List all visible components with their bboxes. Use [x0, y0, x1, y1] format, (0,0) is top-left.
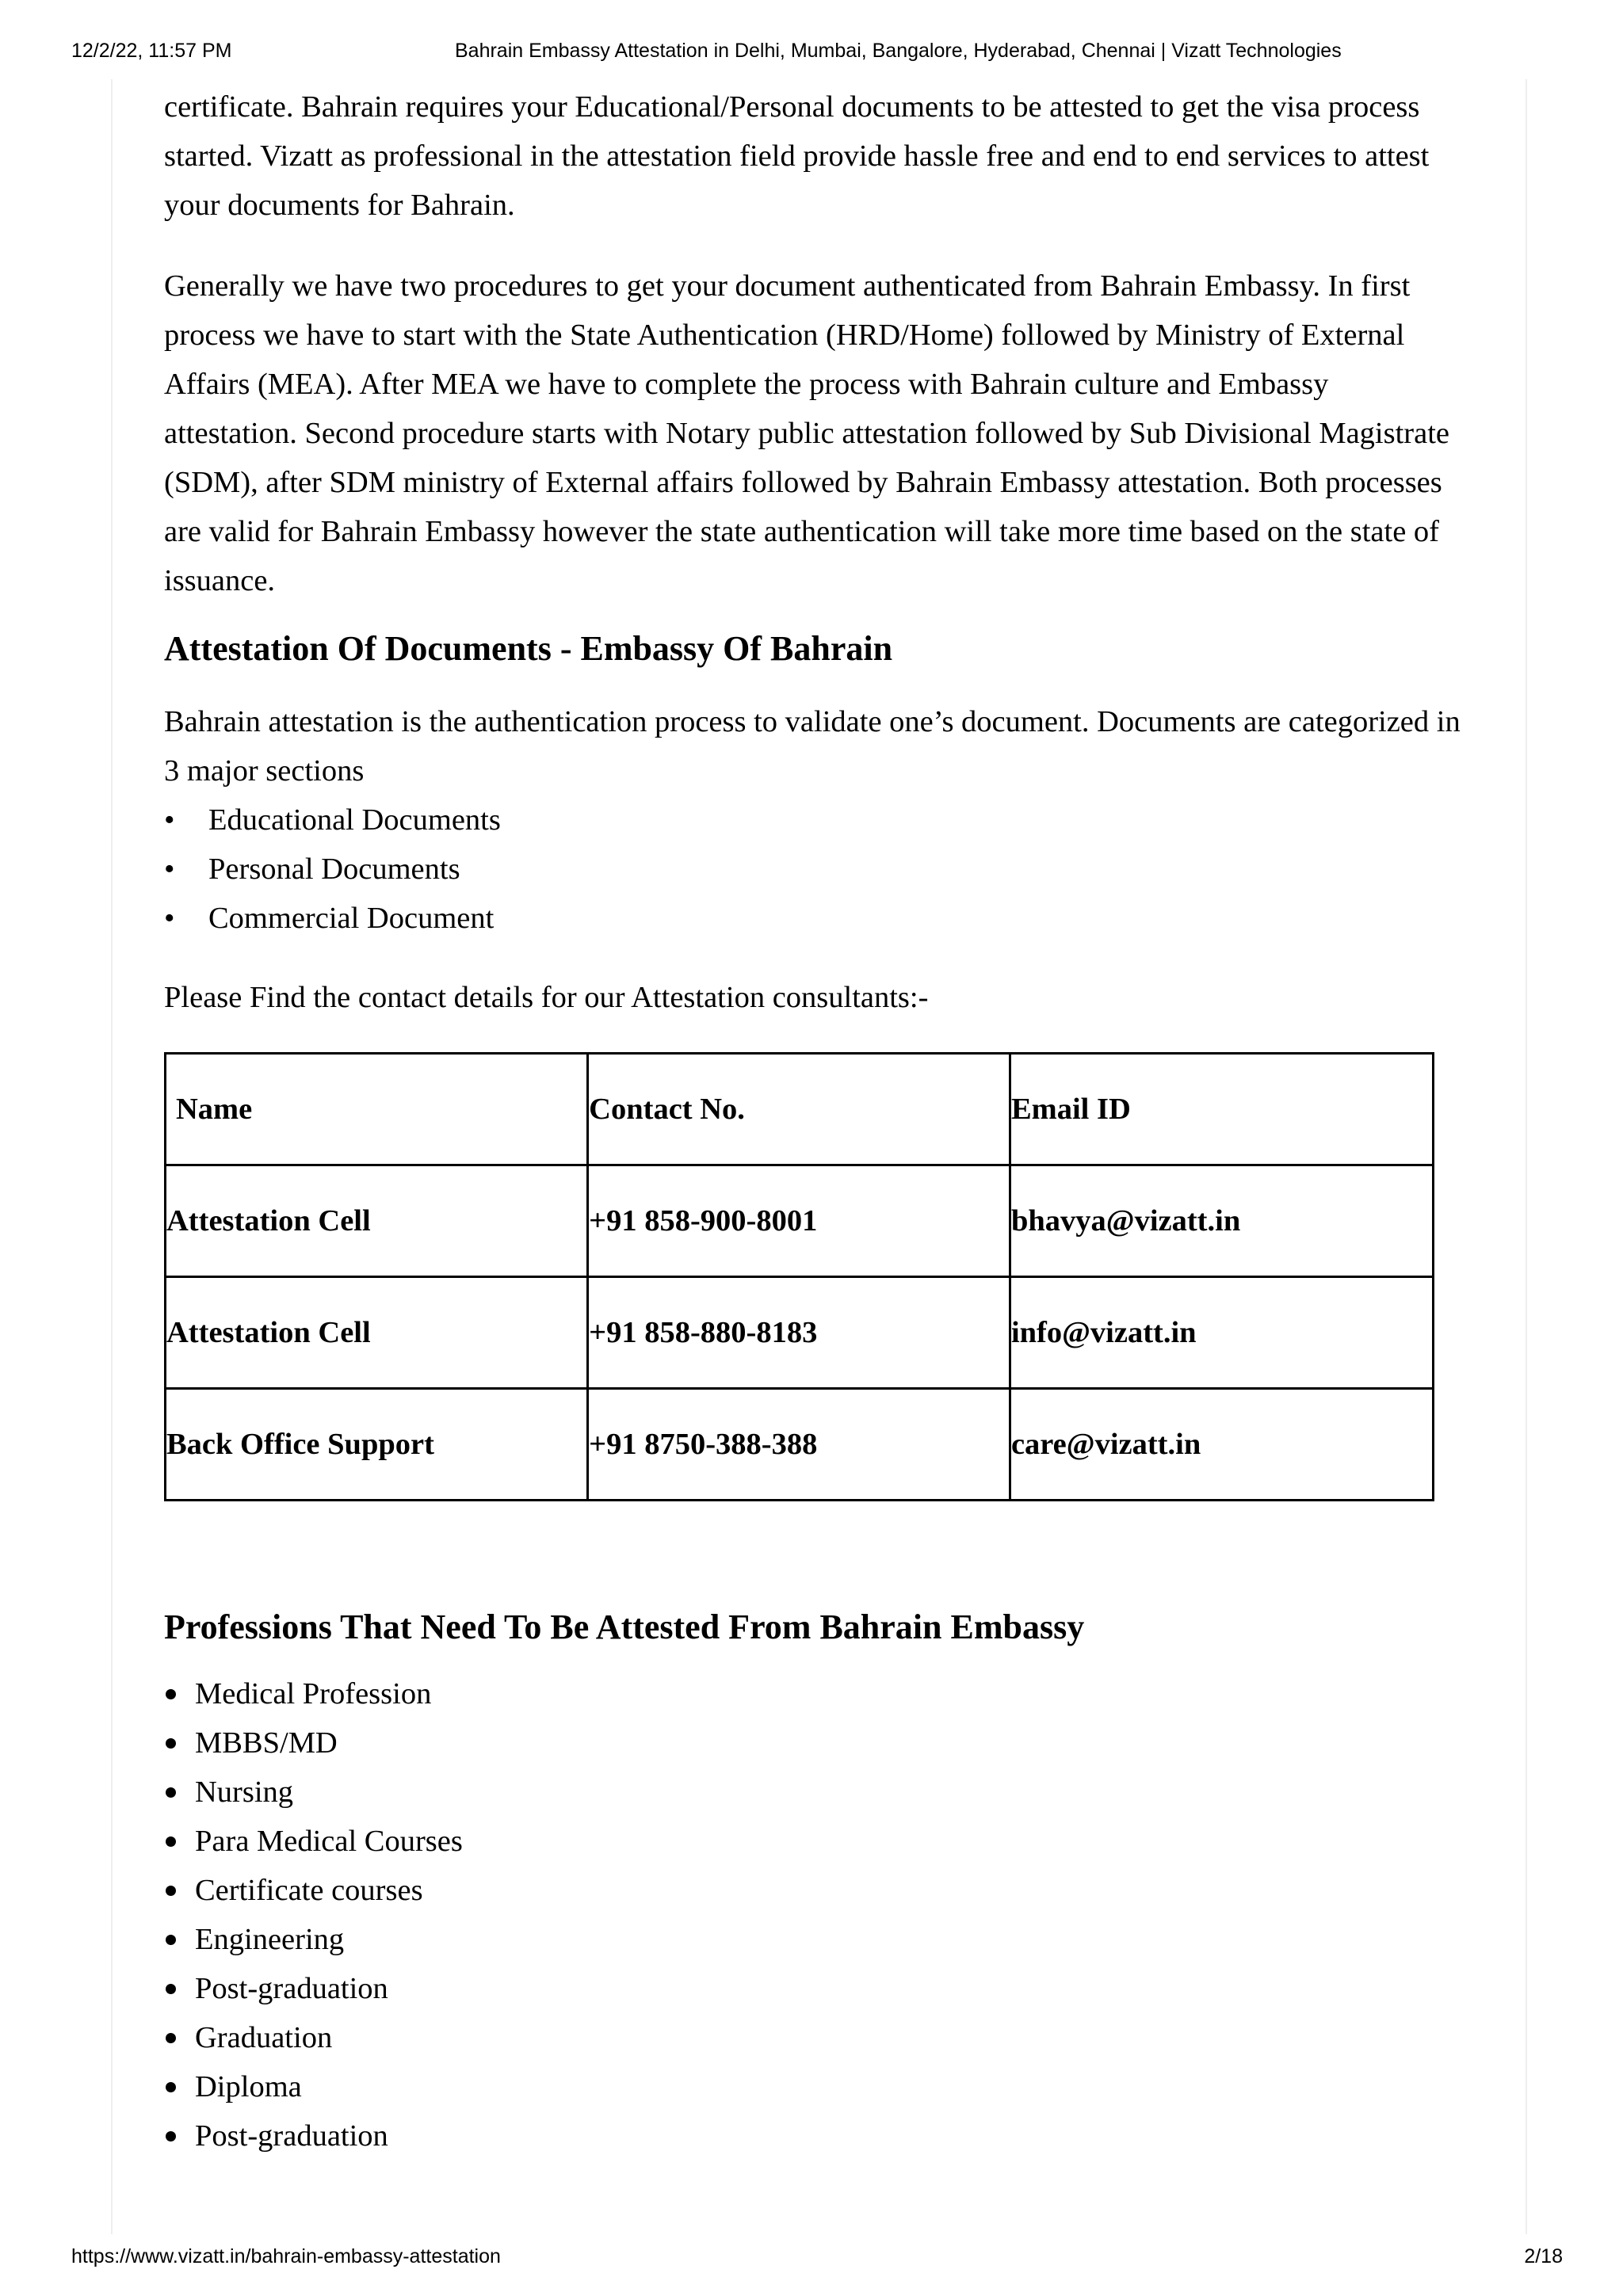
list-item: Para Medical Courses [164, 1817, 1464, 1866]
list-item: MBBS/MD [164, 1718, 1464, 1768]
article-content [164, 82, 1464, 2161]
contact-intro: Please Find the contact details for our Attestation consultants:- [164, 981, 929, 1014]
intro-paragraph: certificate. Bahrain requires your Educational/Personal documents to be attested to get the visa process started. Vizatt as professional in the attestation field provide hassle free and end to end services to attest your documents for Bahrain. [164, 90, 1430, 222]
list-item [164, 894, 1464, 943]
list-item: Diploma [164, 2062, 1464, 2111]
contacts-table [164, 1052, 1434, 1501]
contact-name-cell: Back Office Support [166, 1389, 588, 1501]
contact-name-cell: Attestation Cell [166, 1277, 588, 1389]
table-header-cell [1010, 1054, 1433, 1165]
contact-email-cell: info@vizatt.in [1010, 1277, 1433, 1389]
list-item: Nursing [164, 1768, 1464, 1817]
list-item [164, 795, 1464, 845]
list-item: Graduation [164, 2013, 1464, 2062]
contact-phone-cell: +91 858-900-8001 [588, 1165, 1010, 1277]
table-row [166, 1277, 1434, 1389]
table-row [166, 1165, 1434, 1277]
content-frame-left-border [111, 79, 113, 2234]
categories-paragraph: Bahrain attestation is the authentication process to validate one’s document. Documents are categorized in 3 major sections [164, 705, 1461, 788]
list-item: Post-graduation [164, 2111, 1464, 2161]
print-url: https://www.vizatt.in/bahrain-embassy-attestation [71, 2245, 501, 2267]
contact-email-cell: bhavya@vizatt.in [1010, 1165, 1433, 1277]
contact-name-cell: Attestation Cell [166, 1165, 588, 1277]
print-datetime: 12/2/22, 11:57 PM [71, 40, 232, 62]
bullet-icon: • [164, 902, 175, 935]
heading-professions: Professions That Need To Be Attested From Bahrain Embassy [164, 1608, 1085, 1646]
list-item: Engineering [164, 1915, 1464, 1964]
print-header [0, 40, 1623, 71]
list-item: Post-graduation [164, 1964, 1464, 2013]
print-page-title: Bahrain Embassy Attestation in Delhi, Mumbai, Bangalore, Hyderabad, Chennai | Vizatt Technologies [455, 40, 1342, 62]
contact-phone-cell: +91 858-880-8183 [588, 1277, 1010, 1389]
content-frame-right-border [1526, 79, 1527, 2234]
bullet-icon: • [164, 852, 175, 886]
table-header-cell [588, 1054, 1010, 1165]
print-footer [0, 2245, 1623, 2277]
header-name: Name [176, 1093, 253, 1126]
list-item [164, 845, 1464, 894]
header-email: Email ID [1010, 1093, 1131, 1126]
professions-list [164, 1669, 1464, 2161]
category-label: Educational Documents [208, 803, 501, 837]
procedure-paragraph: Generally we have two procedures to get your document authenticated from Bahrain Embassy. In first process we have to start with the State Authentication (HRD/Home) followed by Ministry of External Affairs (MEA). After MEA we have to complete the process with Bahrain culture and Embassy attestation. Second procedure starts with Notary public attestation followed by Sub Divisional Magistrate (SDM), after SDM ministry of External affairs followed by Bahrain Embassy attestation. Both processes are valid for Bahrain Embassy however the state authentication will take more time based on the state of issuance. [164, 269, 1450, 597]
table-row [166, 1389, 1434, 1501]
category-label: Commercial Document [208, 902, 495, 935]
contact-email-cell: care@vizatt.in [1010, 1389, 1433, 1501]
category-label: Personal Documents [208, 852, 460, 886]
list-item: Medical Profession [164, 1669, 1464, 1718]
bullet-icon: • [164, 803, 175, 837]
heading-attestation-documents: Attestation Of Documents - Embassy Of Bahrain [164, 629, 893, 668]
document-categories-list [164, 795, 1464, 943]
contact-phone-cell: +91 8750-388-388 [588, 1389, 1010, 1501]
list-item: Certificate courses [164, 1866, 1464, 1915]
table-header-row [166, 1054, 1434, 1165]
print-page-number: 2/18 [1524, 2245, 1563, 2267]
table-header-cell [166, 1054, 588, 1165]
header-contact: Contact No. [589, 1093, 745, 1126]
